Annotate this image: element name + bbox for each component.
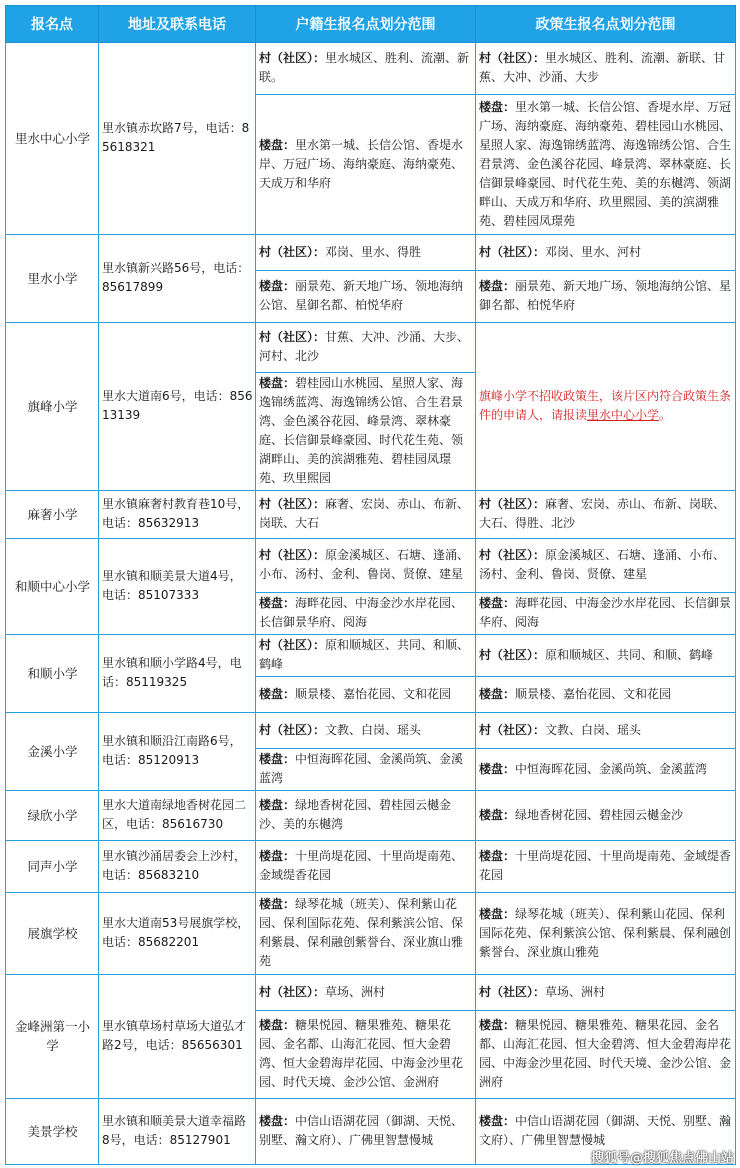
estate-list: 中信山语湖花园（御湖、天悦、别墅、瀚文府）、广佛里智慧慢城 — [259, 1114, 464, 1147]
village-list: 原金溪城区、石塘、逢涌、小布、汤村、金利、鲁岗、贤僚、建星 — [259, 548, 470, 581]
school-name: 金溪小学 — [6, 713, 99, 791]
estate-label: 楼盘： — [479, 761, 516, 776]
village-label: 村（社区）： — [479, 647, 546, 662]
estate-list: 绿琴花城（班芙）、保利紫山花园、保利国际花苑、保利紫滨公馆、保利紫晨、保利融创紫誉台、深业旗山雅苑 — [479, 906, 732, 959]
hukou-scope-cell — [256, 1011, 476, 1099]
policy-scope-cell — [476, 635, 736, 677]
estate-list: 碧桂园山水桃园、星照人家、海逸锦绣蓝湾、海逸锦绣公馆、合生君景湾、金色溪谷花园、峰景湾、翠林豪庭、长信御景峰豪园、时代花生苑、领湖畔山、美的滨湖雅苑、碧桂园凤璟苑、玖里熙园 — [259, 376, 464, 485]
school-name: 和顺小学 — [6, 635, 99, 713]
estate-label: 楼盘： — [479, 596, 516, 610]
school-address: 里水镇赤坎路7号，电话：85618321 — [99, 43, 256, 235]
school-name: 美景学校 — [6, 1099, 99, 1165]
policy-note-text: 旗峰小学不招收政策生，该片区内符合政策生条件的申请人，请报读 — [479, 389, 732, 422]
hukou-scope-cell — [256, 373, 476, 491]
hukou-scope-cell — [256, 271, 476, 323]
hukou-scope-cell — [256, 323, 476, 373]
policy-scope-cell — [476, 1011, 736, 1099]
estate-list: 糖果悦园、糖果雅苑、糖果花园、金名都、山海汇花园、恒大金碧湾、恒大金碧海岸花园、中海金沙里花园、时代天境、金沙公馆、金洲府 — [259, 1018, 464, 1089]
policy-scope-cell — [476, 841, 736, 893]
village-label: 村（社区）： — [259, 548, 326, 562]
school-address: 里水大道南绿地香树花园二区，电话：85616730 — [99, 791, 256, 841]
policy-scope-cell — [476, 235, 736, 271]
village-list: 邓岗、里水、得胜 — [325, 244, 422, 259]
village-label: 村（社区）： — [479, 548, 546, 562]
estate-list: 海畔花园、中海金沙水岸花园、长信御景华府、阅海 — [479, 596, 732, 629]
hukou-scope-cell — [256, 677, 476, 713]
estate-label: 楼盘： — [259, 137, 296, 152]
hukou-scope-cell — [256, 539, 476, 593]
estate-label: 楼盘： — [259, 596, 296, 610]
header-hukou-scope: 户籍生报名点划分范围 — [256, 6, 476, 43]
policy-scope-cell — [476, 43, 736, 95]
table-row — [6, 841, 736, 893]
hukou-scope-cell — [256, 491, 476, 539]
hukou-scope-cell — [256, 749, 476, 791]
estate-list: 绿地香树花园、碧桂园云樾金沙、美的东樾湾 — [259, 798, 452, 831]
table-row — [6, 539, 736, 593]
village-list: 麻奢、宏岗、赤山、布新、岗联、大石 — [259, 497, 470, 530]
school-address: 里水镇和顺美景大道4号，电话：85107333 — [99, 539, 256, 635]
table-body — [6, 43, 736, 1165]
village-label: 村（社区）： — [259, 244, 326, 259]
policy-scope-cell — [476, 713, 736, 749]
policy-scope-cell — [476, 593, 736, 635]
policy-scope-cell — [476, 95, 736, 235]
village-label: 村（社区）： — [259, 638, 326, 652]
village-label: 村（社区）： — [259, 722, 326, 737]
school-address: 里水镇沙涌居委会上沙村，电话：85683210 — [99, 841, 256, 893]
hukou-scope-cell — [256, 975, 476, 1011]
estate-label: 楼盘： — [479, 807, 516, 822]
village-label: 村（社区）： — [479, 244, 546, 259]
school-name: 金峰洲第一小学 — [6, 975, 99, 1099]
estate-label: 楼盘： — [479, 1018, 516, 1032]
village-label: 村（社区）： — [479, 984, 546, 999]
village-list: 文教、白岗、瑶头 — [545, 722, 642, 737]
policy-scope-cell — [476, 893, 736, 975]
village-list: 原金溪城区、石塘、逢涌、小布、汤村、金利、鲁岗、贤僚、建星 — [479, 548, 726, 581]
village-list: 里水城区、胜利、流潮、新联。 — [259, 51, 470, 84]
village-label: 村（社区）： — [259, 330, 326, 344]
header-address: 地址及联系电话 — [99, 6, 256, 43]
village-list: 文教、白岗、瑶头 — [325, 722, 422, 737]
table-header-row — [6, 6, 736, 43]
hukou-scope-cell — [256, 1099, 476, 1165]
school-name: 绿欣小学 — [6, 791, 99, 841]
estate-list: 中恒海晖花园、金溪尚筑、金溪蓝湾 — [259, 752, 464, 785]
estate-label: 楼盘： — [259, 376, 296, 390]
hukou-scope-cell — [256, 713, 476, 749]
estate-list: 中信山语湖花园（御湖、天悦、别墅、瀚文府）、广佛里智慧慢城 — [479, 1114, 732, 1147]
estate-label: 楼盘： — [479, 1114, 516, 1128]
village-label: 村（社区）： — [259, 984, 326, 999]
estate-label: 楼盘： — [479, 906, 516, 921]
school-address: 里水镇和顺小学路4号，电话：85119325 — [99, 635, 256, 713]
policy-note-cell — [476, 323, 736, 491]
estate-list: 里水第一城、长信公馆、香堤水岸、万冠广场、海纳豪庭、海纳豪苑、碧桂园山水桃园、星照人家、海逸锦绣蓝湾、海逸锦绣公馆、合生君景湾、金色溪谷花园、峰景湾、翠林豪庭、长信御景峰豪园、时代花生苑、美的东樾湾、领湖畔山、天成万和华府、玖里熙园、美的滨湖雅苑、碧桂园凤璟苑 — [479, 99, 732, 228]
hukou-scope-cell — [256, 841, 476, 893]
policy-scope-cell — [476, 539, 736, 593]
estate-list: 丽景苑、新天地广场、领地海纳公馆、星御名都、柏悦华府 — [259, 279, 464, 312]
policy-scope-cell — [476, 749, 736, 791]
school-address: 里水镇和顺美景大道幸福路8号，电话：85127901 — [99, 1099, 256, 1165]
school-name: 里水小学 — [6, 235, 99, 323]
header-policy-scope: 政策生报名点划分范围 — [476, 6, 736, 43]
estate-label: 楼盘： — [259, 752, 296, 766]
school-name: 展旗学校 — [6, 893, 99, 975]
header-school: 报名点 — [6, 6, 99, 43]
school-address: 里水大道南53号展旗学校，电话：85682201 — [99, 893, 256, 975]
estate-label: 楼盘： — [259, 798, 296, 812]
estate-list: 绿地香树花园、碧桂园云樾金沙 — [515, 807, 684, 822]
estate-list: 糖果悦园、糖果雅苑、糖果花园、金名都、山海汇花园、恒大金碧湾、恒大金碧海岸花园、中海金沙里花园、时代天境、金沙公馆、金洲府 — [479, 1018, 732, 1089]
village-label: 村（社区）： — [479, 51, 546, 65]
table-row — [6, 791, 736, 841]
school-address: 里水镇麻奢村教育巷10号，电话：85632913 — [99, 491, 256, 539]
estate-list: 丽景苑、新天地广场、领地海纳公馆、星御名都、柏悦华府 — [479, 279, 732, 312]
village-list: 草场、洲村 — [545, 984, 606, 999]
hukou-scope-cell — [256, 893, 476, 975]
estate-list: 海畔花园、中海金沙水岸花园、长信御景华府、阅海 — [259, 596, 464, 629]
school-name: 旗峰小学 — [6, 323, 99, 491]
village-label: 村（社区）： — [259, 51, 326, 65]
hukou-scope-cell — [256, 235, 476, 271]
estate-label: 楼盘： — [259, 897, 296, 911]
estate-label: 楼盘： — [259, 1018, 296, 1032]
school-name: 同声小学 — [6, 841, 99, 893]
watermark: 搜狐号@搜狐焦点佛山站 — [590, 1151, 734, 1166]
hukou-scope-cell — [256, 43, 476, 95]
estate-label: 楼盘： — [479, 849, 516, 863]
policy-scope-cell — [476, 791, 736, 841]
school-name: 里水中心小学 — [6, 43, 99, 235]
school-district-table — [5, 5, 736, 1165]
school-address: 里水镇草场村草场大道弘才路2号，电话：85656301 — [99, 975, 256, 1099]
table-row — [6, 43, 736, 95]
table-row — [6, 491, 736, 539]
school-name: 麻奢小学 — [6, 491, 99, 539]
policy-scope-cell — [476, 491, 736, 539]
estate-label: 楼盘： — [259, 1114, 296, 1128]
village-list: 邓岗、里水、河村 — [545, 244, 642, 259]
policy-scope-cell — [476, 271, 736, 323]
table-row — [6, 713, 736, 749]
estate-list: 顺景楼、嘉怡花园、文和花园 — [295, 686, 452, 701]
hukou-scope-cell — [256, 95, 476, 235]
village-list: 麻奢、宏岗、赤山、布新、岗联、大石、得胜、北沙 — [479, 497, 726, 530]
table-row — [6, 323, 736, 373]
school-address: 里水大道南6号，电话：85613139 — [99, 323, 256, 491]
table-row — [6, 975, 736, 1011]
estate-label: 楼盘： — [479, 686, 516, 701]
estate-list: 十里尚堤花园、十里尚堤南苑、金域缇香花园 — [479, 849, 732, 882]
estate-label: 楼盘： — [479, 99, 516, 114]
school-address: 里水镇和顺沿江南路6号，电话：85120913 — [99, 713, 256, 791]
table-row — [6, 235, 736, 271]
village-label: 村（社区）： — [479, 497, 546, 511]
estate-label: 楼盘： — [259, 849, 296, 863]
village-list: 原和顺城区、共同、和顺、鹤峰 — [545, 647, 714, 662]
village-label: 村（社区）： — [479, 722, 546, 737]
hukou-scope-cell — [256, 791, 476, 841]
estate-list: 中恒海晖花园、金溪尚筑、金溪蓝湾 — [515, 761, 708, 776]
table-row — [6, 893, 736, 975]
estate-list: 里水第一城、长信公馆、香堤水岸、万冠广场、海纳豪庭、海纳豪苑、天成万和华府 — [259, 137, 464, 190]
estate-label: 楼盘： — [479, 279, 516, 293]
village-list: 里水城区、胜利、流潮、新联、甘蕉、大冲、沙涌、大步 — [479, 51, 726, 84]
policy-scope-cell — [476, 975, 736, 1011]
estate-label: 楼盘： — [259, 279, 296, 293]
policy-scope-cell — [476, 677, 736, 713]
village-list: 草场、洲村 — [325, 984, 386, 999]
village-label: 村（社区）： — [259, 497, 326, 511]
estate-list: 十里尚堤花园、十里尚堤南苑、金域缇香花园 — [259, 849, 464, 882]
policy-note-end: 。 — [659, 408, 672, 422]
village-list: 甘蕉、大冲、沙涌、大步、河村、北沙 — [259, 330, 470, 363]
table-row — [6, 635, 736, 677]
policy-note-school-link: 里水中心小学 — [587, 408, 660, 422]
school-name: 和顺中心小学 — [6, 539, 99, 635]
village-list: 原和顺城区、共同、和顺、鹤峰 — [259, 638, 470, 671]
hukou-scope-cell — [256, 593, 476, 635]
school-address: 里水镇新兴路56号，电话：85617899 — [99, 235, 256, 323]
estate-list: 顺景楼、嘉怡花园、文和花园 — [515, 686, 672, 701]
hukou-scope-cell — [256, 635, 476, 677]
estate-list: 绿琴花城（班芙）、保利紫山花园、保利国际花苑、保利紫滨公馆、保利紫晨、保利融创紫誉台、深业旗山雅苑 — [259, 897, 464, 968]
estate-label: 楼盘： — [259, 686, 296, 701]
